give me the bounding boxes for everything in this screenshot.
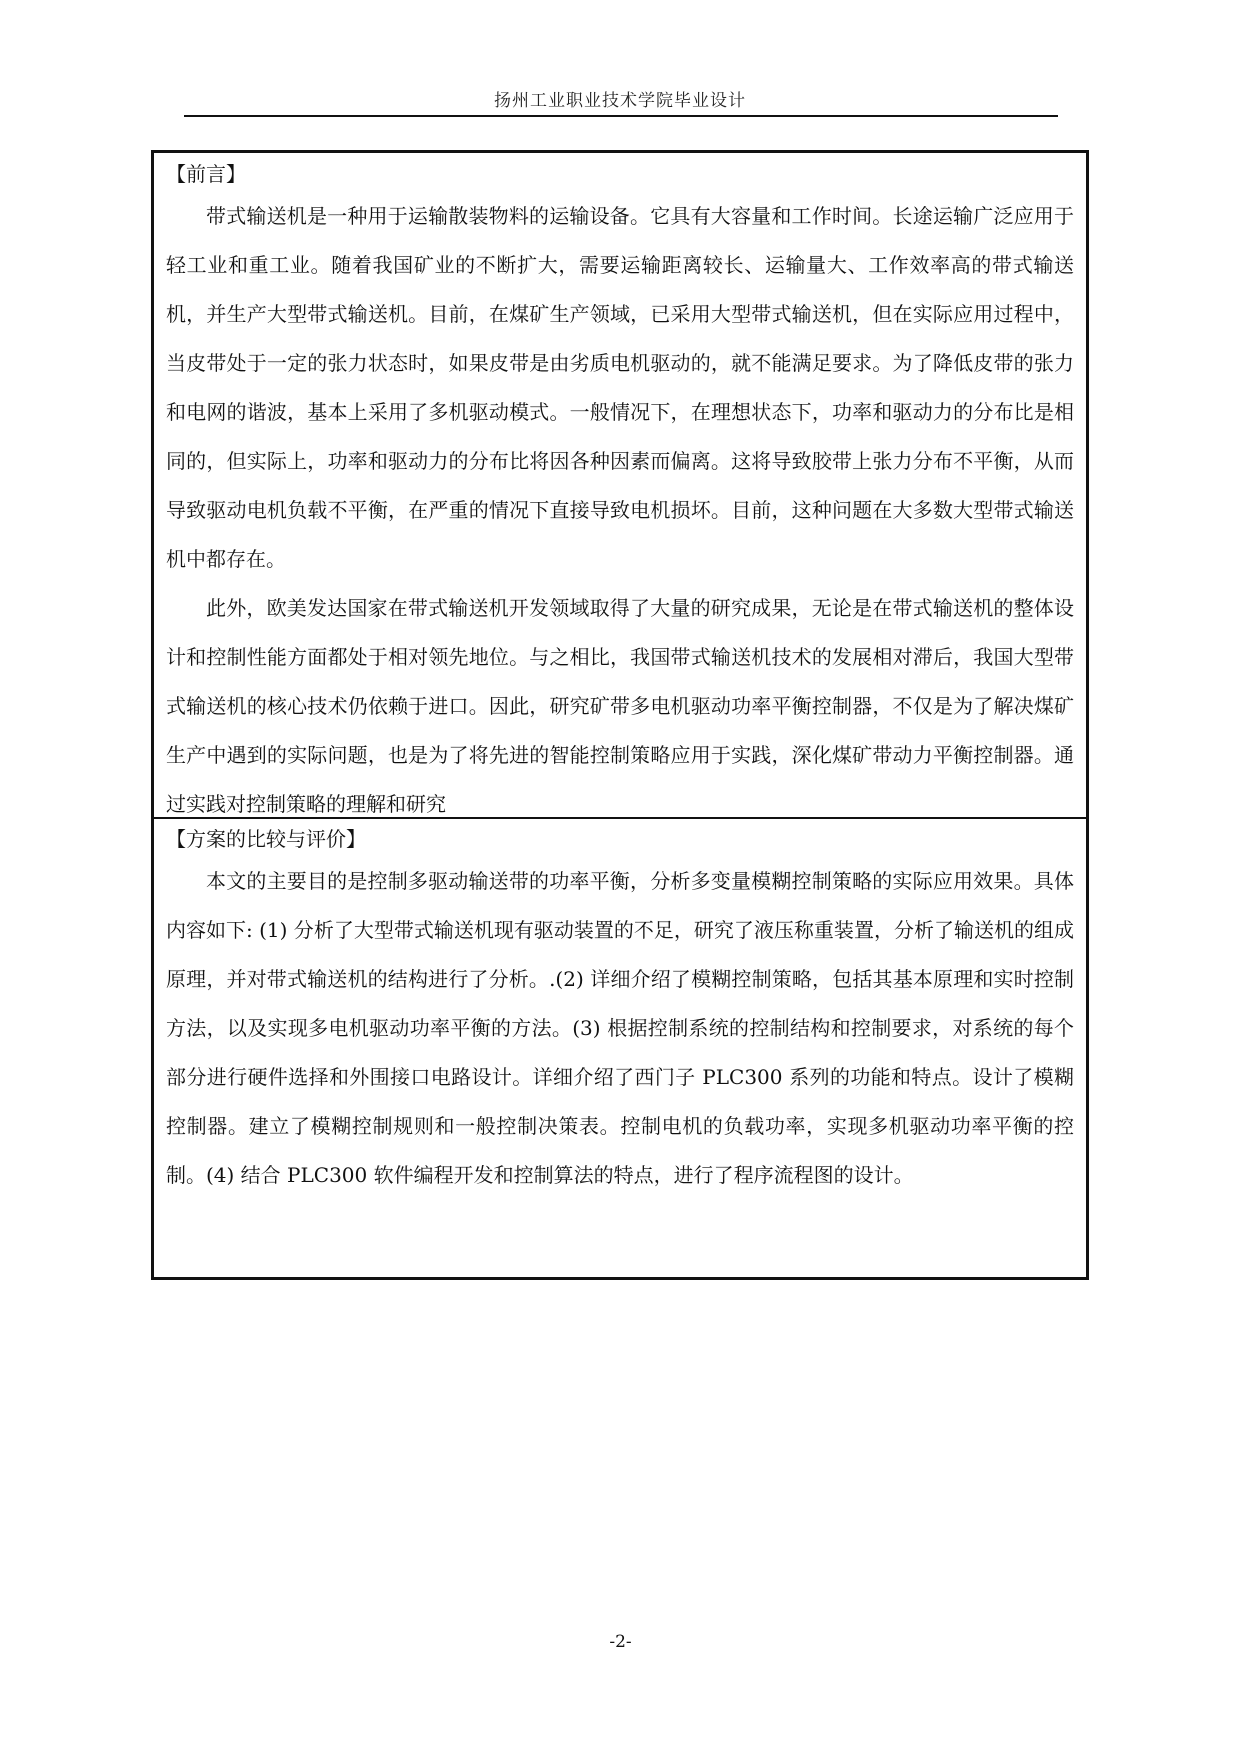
preface-paragraph-2: 此外，欧美发达国家在带式输送机开发领域取得了大量的研究成果，无论是在带式输送机的整体设计和控制性能方面都处于相对领先地位。与之相比，我国带式输送机技术的发展相对滞后，我国大型带式输送机的核心技术仍依赖于进口。因此，研究矿带多电机驱动功率平衡控制器，不仅是为了解决煤矿生产中遇到的实际问题，也是为了将先进的智能控制策略应用于实践，深化煤矿带动力平衡控制器。通过实践对控制策略的理解和研究 — [166, 596, 1074, 816]
page-number: -2- — [609, 1632, 632, 1652]
comparison-heading: 【方案的比较与评价】 — [166, 827, 366, 851]
page-header-title: 扬州工业职业技术学院毕业设计 — [494, 91, 746, 111]
content-frame — [151, 150, 1089, 1280]
preface-heading: 【前言】 — [166, 162, 246, 186]
header-rule — [184, 115, 1058, 117]
preface-paragraph-1: 带式输送机是一种用于运输散装物料的运输设备。它具有大容量和工作时间。长途运输广泛应用于轻工业和重工业。随着我国矿业的不断扩大，需要运输距离较长、运输量大、工作效率高的带式输送机，并生产大型带式输送机。目前，在煤矿生产领域，已采用大型带式输送机，但在实际应用过程中，当皮带处于一定的张力状态时，如果皮带是由劣质电机驱动的，就不能满足要求。为了降低皮带的张力和电网的谐波，基本上采用了多机驱动模式。一般情况下，在理想状态下，功率和驱动力的分布比是相同的，但实际上，功率和驱动力的分布比将因各种因素而偏离。这将导致胶带上张力分布不平衡，从而导致驱动电机负载不平衡，在严重的情况下直接导致电机损坏。目前，这种问题在大多数大型带式输送机中都存在。 — [166, 204, 1074, 571]
preface-section — [154, 153, 1086, 817]
comparison-section — [154, 819, 1086, 1277]
comparison-paragraph-1: 本文的主要目的是控制多驱动输送带的功率平衡，分析多变量模糊控制策略的实际应用效果。具体内容如下: (1) 分析了大型带式输送机现有驱动装置的不足，研究了液压称重装置，分析了输送机的组成原理，并对带式输送机的结构进行了分析。.(2) 详细介绍了模糊控制策略，包括其基本原理和实时控制方法，以及实现多电机驱动功率平衡的方法。(3) 根据控制系统的控制结构和控制要求，对系统的每个部分进行硬件选择和外围接口电路设计。详细介绍了西门子 PLC300 系列的功能和特点。设计了模糊控制器。建立了模糊控制规则和一般控制决策表。控制电机的负载功率，实现多机驱动功率平衡的控制。(4) 结合 PLC300 软件编程开发和控制算法的特点，进行了程序流程图的设计。 — [166, 869, 1074, 1187]
